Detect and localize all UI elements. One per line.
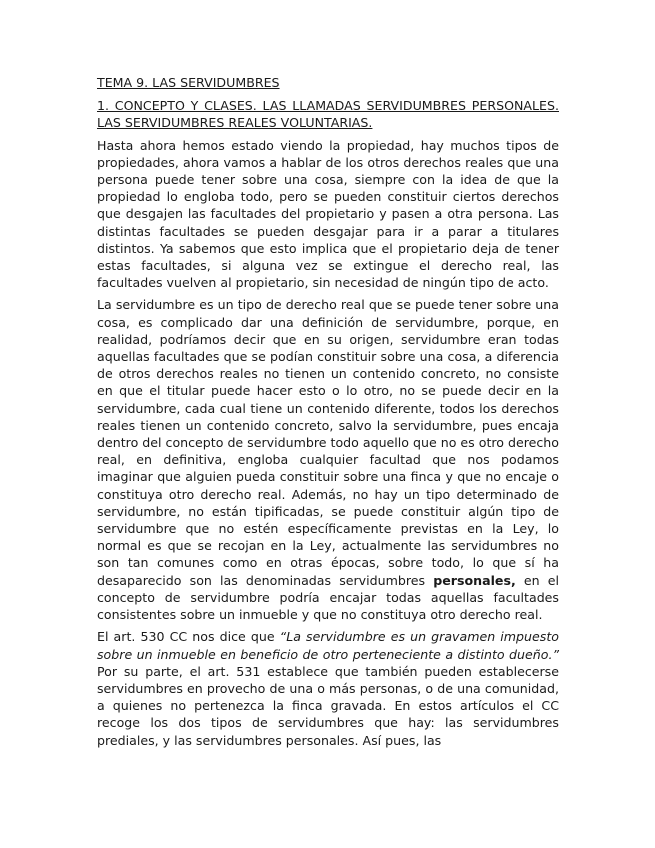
paragraph-3 [97, 628, 559, 748]
paragraph-2-text-start: La servidumbre es un tipo de derecho real que se puede tener sobre una cosa, es complicado dar una definición de servidumbre, porque, en realidad, podríamos decir que en su origen, servidumbre eran todas aquellas facultades que se podían constituir sobre una cosa, a diferencia de otros derechos reales no tienen un contenido concreto, no consiste en que el titular puede hacer esto o lo otro, no se puede decir en la servidumbre, cada cual tiene un contenido diferente, todos los derechos reales tienen un contenido concreto, salvo la servidumbre, pues encaja dentro del concepto de servidumbre todo aquello que no es otro derecho real, en definitiva, engloba cualquier facultad que nos podamos imaginar que alguien pueda constituir sobre una finca y que no encaje o constituya otro derecho real. Además, no hay un tipo determinado de servidumbre, no están tipificadas, se puede constituir algún tipo de servidumbre que no estén específicamente previstas en la Ley, lo normal es que se recojan en la Ley, actualmente las servidumbres no son tan comunes como en otras épocas, sobre todo, lo que sí ha desaparecido son las denominadas servidumbres [97, 297, 559, 588]
paragraph-1: Hasta ahora hemos estado viendo la propiedad, hay muchos tipos de propiedades, ahora vamos a hablar de los otros derechos reales que una persona puede tener sobre una cosa, siempre con la idea de que la propiedad lo engloba todo, pero se pueden constituir ciertos derechos que desgajen las facultades del propietario y pasen a otra persona. Las distintas facultades se pueden desgajar para ir a parar a titulares distintos. Ya sabemos que esto implica que el propietario deja de tener estas facultades, si alguna vez se extingue el derecho real, las facultades vuelven al propietario, sin necesidad de ningún tipo de acto. [97, 137, 559, 291]
document-title: TEMA 9. LAS SERVIDUMBRES [97, 75, 280, 90]
document-page [97, 74, 559, 754]
paragraph-3-text-start: El art. 530 CC nos dice que [97, 629, 275, 645]
paragraph-2 [97, 296, 559, 623]
legal-quote-art-530: “La servidumbre es un gravamen impuesto sobre un inmueble en beneficio de otro perteneciente a distinto dueño.” [97, 629, 559, 662]
paragraph-2-text-end: en el concepto de servidumbre podría encajar todas aquellas facultades consistentes sobre un inmueble y que no constituya otro derecho real. [97, 572, 559, 623]
paragraph-3-text-end: Por su parte, el art. 531 establece que también pueden establecerse servidumbres en provecho de una o más personas, o de una comunidad, a quienes no pertenezca la finca gravada. En estos artículos el CC recoge los dos tipos de servidumbres que hay: las servidumbres prediales, y las servidumbres personales. Así pues, las [97, 663, 559, 748]
bold-term-personales: personales, [433, 572, 516, 588]
section-heading: 1. CONCEPTO Y CLASES. LAS LLAMADAS SERVIDUMBRES PERSONALES. LAS SERVIDUMBRES REALES VOLUNTARIAS. [97, 98, 559, 131]
